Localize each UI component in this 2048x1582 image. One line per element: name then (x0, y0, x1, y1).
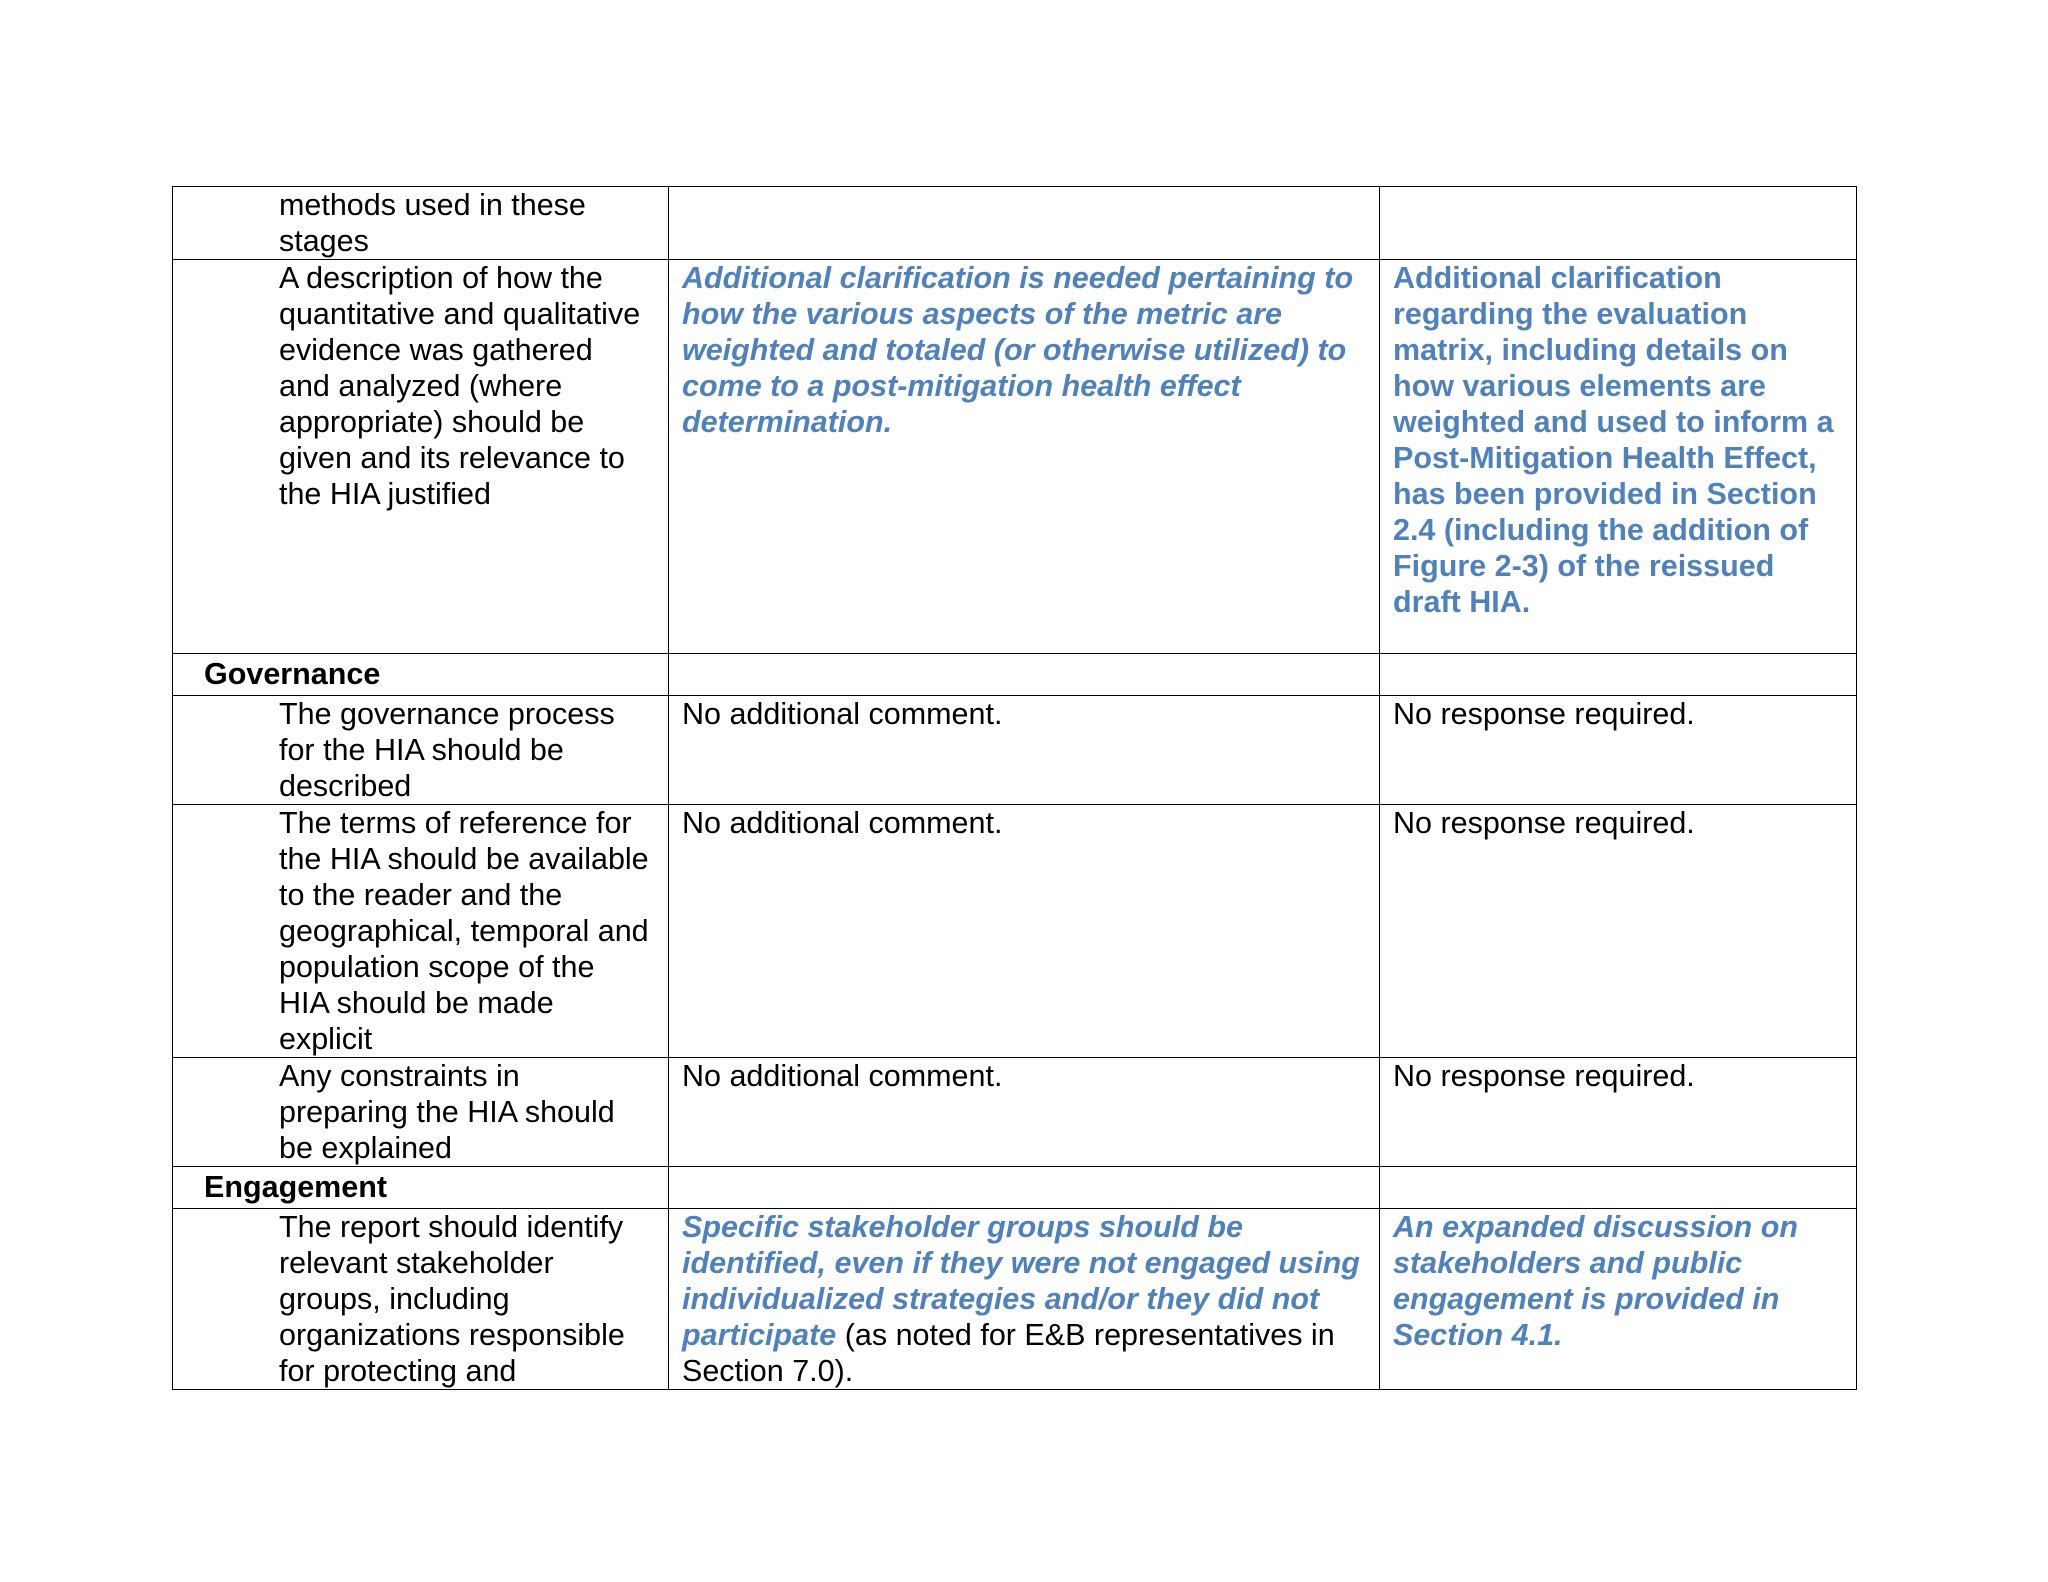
review-comment-table (172, 186, 1857, 1390)
criterion-cell: Any constraints in preparing the HIA should be explained (173, 1058, 669, 1167)
table-row (173, 1209, 1857, 1390)
comment-cell: No additional comment. (669, 1058, 1380, 1167)
comment-cell: No additional comment. (669, 696, 1380, 805)
comment-rest: (as noted for E&B representatives in Section 7.0). (682, 1318, 1335, 1388)
table-row (173, 1058, 1857, 1167)
response-cell: An expanded discussion on stakeholders and public engagement is provided in Section 4.1. (1380, 1209, 1857, 1390)
section-heading: Governance (173, 654, 669, 696)
section-row-governance (173, 654, 1857, 696)
criterion-cell: The report should identify relevant stakeholder groups, including organizations responsible for protecting and (173, 1209, 669, 1390)
response-cell: Additional clarification regarding the evaluation matrix, including details on how various elements are weighted and used to inform a Post-Mitigation Health Effect, has been provided in Section 2.4 (including the addition of Figure 2-3) of the reissued draft HIA. (1380, 260, 1857, 654)
section-row-engagement (173, 1167, 1857, 1209)
response-cell: No response required. (1380, 1058, 1857, 1167)
empty-cell (669, 1167, 1380, 1209)
response-cell: No response required. (1380, 696, 1857, 805)
criterion-cell: methods used in these stages (173, 187, 669, 260)
comment-cell (669, 187, 1380, 260)
response-cell: No response required. (1380, 805, 1857, 1058)
empty-cell (1380, 1167, 1857, 1209)
table-row (173, 805, 1857, 1058)
section-heading: Engagement (173, 1167, 669, 1209)
empty-cell (1380, 654, 1857, 696)
table-row (173, 260, 1857, 654)
comment-cell: No additional comment. (669, 805, 1380, 1058)
comment-highlight: Specific stakeholder groups should be identified, even if they were not engaged using individualized strategies and/or they did not participate (682, 1210, 1360, 1352)
criterion-cell: The governance process for the HIA should be described (173, 696, 669, 805)
criterion-cell: A description of how the quantitative and qualitative evidence was gathered and analyzed (where appropriate) should be given and its relevance to the HIA justified (173, 260, 669, 654)
response-cell (1380, 187, 1857, 260)
empty-cell (669, 654, 1380, 696)
comment-cell: Additional clarification is needed pertaining to how the various aspects of the metric are weighted and totaled (or otherwise utilized) to come to a post-mitigation health effect determination. (669, 260, 1380, 654)
comment-cell (669, 1209, 1380, 1390)
criterion-cell: The terms of reference for the HIA should be available to the reader and the geographical, temporal and population scope of the HIA should be made explicit (173, 805, 669, 1058)
table-row (173, 187, 1857, 260)
table-row (173, 696, 1857, 805)
